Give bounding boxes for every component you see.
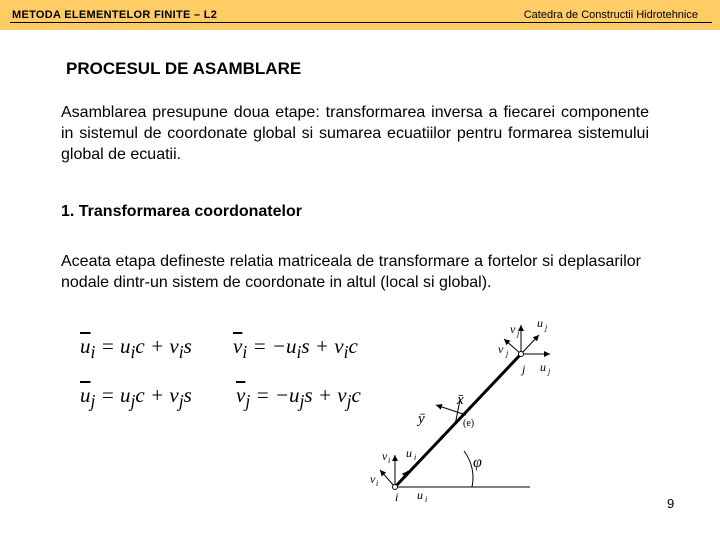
section-heading: 1. Transformarea coordonatelor xyxy=(61,203,302,220)
node-i-label: i xyxy=(395,490,399,504)
angle-arc xyxy=(464,451,473,487)
svg-text:i: i xyxy=(376,479,379,488)
node-j-dot xyxy=(519,352,524,357)
description-paragraph: Aceata etapa defineste relatia matriceala de transformare a fortelor si deplasarilor nodale dintr-un sistem de coordonate in altul (local si global). xyxy=(61,253,641,291)
element-coordinate-diagram xyxy=(340,305,590,505)
header-course-title: METODA ELEMENTELOR FINITE – L2 xyxy=(12,9,218,21)
svg-text:u: u xyxy=(540,360,546,374)
node-i-left-arrow xyxy=(380,470,395,487)
element-bar xyxy=(395,354,521,487)
intro-paragraph: Asamblarea presupune doua etape: transformarea inversa a fiecarei componente in sistemul de coordonate global si sumarea ecuatiilor pentru formarea sistemului global de ecuatii. xyxy=(61,104,649,163)
svg-text:i: i xyxy=(388,456,391,465)
equation-vi-bar: $\overline{v}_i = -u_is + v_ic$ xyxy=(233,334,358,363)
svg-text:j: j xyxy=(506,349,509,358)
element-label: (e) xyxy=(463,418,475,429)
page-title: PROCESUL DE ASAMBLARE xyxy=(66,59,302,78)
svg-text:j: j xyxy=(548,367,551,376)
equation-uj-bar: $\overline{u}_j = u_jc + v_js$ xyxy=(80,383,192,412)
svg-text:i: i xyxy=(414,453,417,462)
svg-text:u: u xyxy=(406,446,412,460)
node-j-axial-arrow xyxy=(521,335,539,354)
angle-label: φ xyxy=(473,454,482,471)
svg-text:i: i xyxy=(425,495,428,504)
svg-text:u: u xyxy=(417,488,423,502)
node-i-dot xyxy=(393,485,398,490)
equation-vj-bar: $\overline{v}_j = -u_js + v_jc$ xyxy=(236,383,361,412)
node-i-axial-arrow xyxy=(395,471,408,487)
svg-text:v: v xyxy=(510,322,516,336)
local-x-label: x̄ xyxy=(457,392,464,408)
svg-text:v: v xyxy=(370,472,376,486)
node-j-label: j xyxy=(522,362,526,376)
svg-text:v: v xyxy=(382,449,388,463)
svg-text:v: v xyxy=(498,342,504,356)
header-department: Catedra de Constructii Hidrotehnice xyxy=(523,9,698,21)
page-number: 9 xyxy=(667,496,675,511)
header-divider xyxy=(10,22,712,23)
svg-text:u: u xyxy=(537,316,543,330)
local-y-label: ȳ xyxy=(418,411,425,427)
svg-text:j: j xyxy=(545,323,548,332)
svg-text:j: j xyxy=(517,329,520,338)
equation-ui-bar: $\overline{u}_i = u_ic + v_is$ xyxy=(80,334,192,363)
